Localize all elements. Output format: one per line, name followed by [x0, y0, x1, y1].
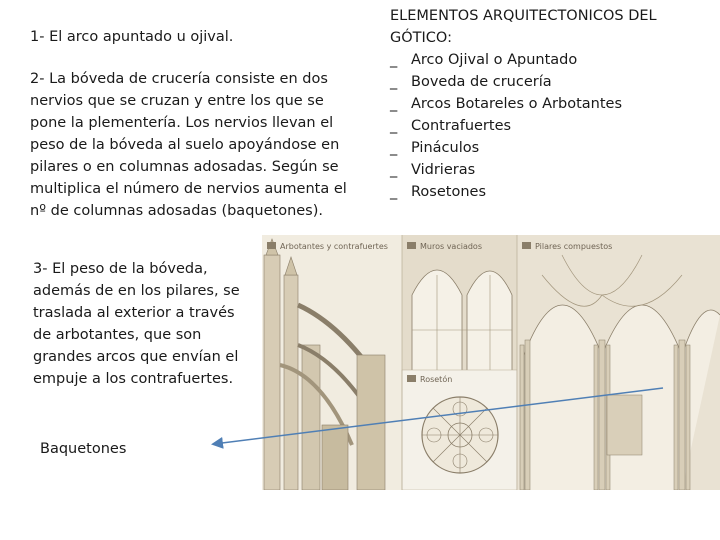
list-dash: _	[390, 96, 398, 112]
list-item-label: Arcos Botareles o Arbotantes	[411, 96, 622, 112]
list-item-label: Boveda de crucería	[411, 74, 552, 90]
list-item-label: Rosetones	[411, 184, 486, 200]
baquetones-arrow	[214, 388, 663, 444]
point-boveda-cruceria: 2- La bóveda de crucería consiste en dos nervios que se cruzan y entre los que se pone la plementería. Los nervios llevan el peso de la bóveda al suelo apoyándose en pilares o en columnas adosadas. Según se multiplica el número de nervios aumenta el nº de columnas adosadas (baquetones).	[30, 71, 347, 219]
point-arbotantes: 3- El peso de la bóveda, además de en los pilares, se traslada al exterior a través de arbotantes, que son grandes arcos que envían el empuje a los contrafuertes.	[33, 261, 240, 387]
list-dash: _	[390, 74, 398, 90]
caption-pilares-text: Pilares compuestos	[535, 242, 613, 251]
list-dash: _	[390, 140, 398, 156]
list-dash: _	[390, 184, 398, 200]
baquetones-label: Baquetones	[40, 441, 127, 457]
list-dash: _	[390, 52, 398, 68]
caption-arbotantes-text: Arbotantes y contrafuertes	[280, 242, 388, 251]
list-item-label: Vidrieras	[411, 162, 476, 178]
list-item-label: Arco Ojival o Apuntado	[411, 52, 578, 68]
caption-roseton-text: Rosetón	[420, 375, 453, 384]
list-item-label: Pináculos	[411, 140, 480, 156]
elements-heading: ELEMENTOS ARQUITECTONICOS DEL GÓTICO:	[390, 8, 657, 46]
list-dash: _	[390, 162, 398, 178]
point-arco-apuntado: 1- El arco apuntado u ojival.	[30, 29, 234, 45]
list-item-label: Contrafuertes	[411, 118, 512, 134]
list-dash: _	[390, 118, 398, 134]
caption-muros-text: Muros vaciados	[420, 242, 482, 251]
